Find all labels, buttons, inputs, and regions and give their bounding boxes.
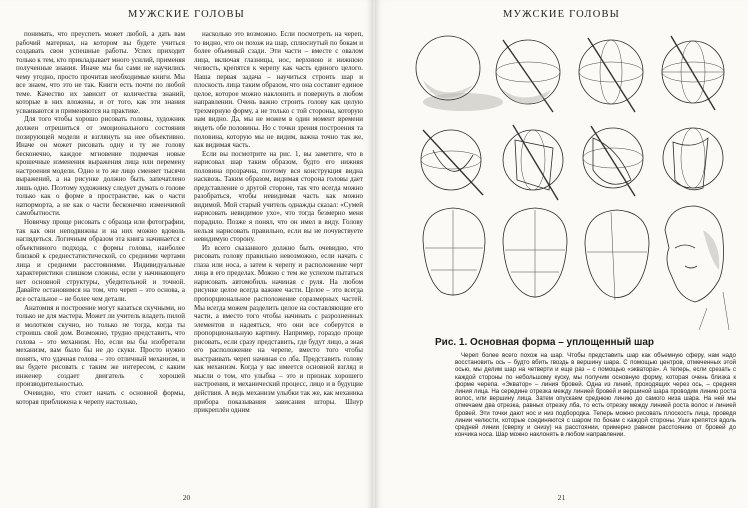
text-columns	[16, 30, 363, 485]
paragraph: Для того чтобы хорошо рисовать головы, художник должен отрешиться от эмоционального состояния позирующей модели и взглянуть на нее объективно. Иначе он может рисовать одну и ту же голову бесконечно, каждое мгновение подмечая новые крошечные изменения выражения лица или перемену настроения модели. Одно и то же лицо сменяет тысячи выражений, а на рисунке должно быть запечатлено лишь одно. Поэтому художнику следует думать о голове только как о форме в пространстве, как о части натюрморта, а не как о части бесконечно изменчивой самобытности.	[16, 115, 185, 218]
paragraph: насколько это возможно. Если посмотреть на череп, то видно, что он похож на шар, сплюснутый по бокам и более объемный сзади. Эти части – вместе с овалом лица, включая глазницы, нос, верхнюю и нижнюю челюсть, крепятся к черепу как часть единого целого. Наша первая задача – научиться строить шар и плоскость лица таким образом, что она составит единое целое, которое можно наклонить и повернуть в любом направлении. Очень важно строить голову как целую трехмерную форму, а не только с той стороны, которую нам видно. Да, мы не можем в один момент времени видеть обе половины. Но с точки зрения построения та половина, которую мы не видим, важна точно так же, как видимая часть.	[194, 30, 363, 150]
figure-head-construction	[403, 30, 733, 330]
paragraph: Из всего сказанного должно быть очевидно, что рисовать голову правильно невозможно, если начать с глаза или носа, а затем к черепу и расположение черт лица в его пределах. Можно с тем же успехом пытаться нарисовать автомобиль начиная с руля. На любом рисунке целое всегда важнее части. Целое – это всегда пропорциональное расположение соразмерных частей. Мы всегда можем разделить целое на составляющие его части, а вместо того чтобы начинать с разрозненных элементов и надеяться, что они все соберутся в пропорциональную картину. Например, гораздо проще рисовать, если сразу представить, где будут лицо, а зная его расположение на черепе, вместо того чтобы выстраивать череп начиная со лба. Представить голову как механизм. Когда у вас имеется основной взгляд и мысли о том, что улыбка – это и признак хорошего настроения, и механический процесс, лицо и в будущие действия. А ведь механизм улыбки так же, как механика прибора показывания зависания шторы. Шнур прикреплён одним	[194, 243, 363, 415]
sketch-sphere-quarters	[579, 38, 643, 112]
sketch-sphere-axis	[496, 40, 560, 112]
sketch-head-front	[503, 208, 567, 298]
page-number-right: 21	[557, 493, 566, 502]
running-head-left: МУЖСКИЕ ГОЛОВЫ	[127, 9, 246, 20]
paragraph: Новичку проще рисовать с образца или фотографии, так как они неподвижны и на них можно вдоволь наглядеться. Логичным образом эта книга начинается с объективного подхода, с формы головы, наиболее близкой к среднестатистической, со средними чертами лица и средними расстояниями. Индивидуальные характеристики слишком сложны, если у начинающего нет основной структуры, убедительной и точной. Давайте остановимся на том, что череп – это основа, а все остальное – не более чем детали.	[16, 218, 185, 303]
running-head-right: МУЖСКИЕ ГОЛОВЫ	[502, 9, 621, 20]
sketch-sliced-sphere-2	[503, 125, 563, 200]
right-page	[375, 0, 748, 508]
sketch-head-profile-portrait	[665, 206, 729, 330]
sketch-sphere-equator	[662, 36, 724, 110]
sketch-sliced-sphere-1	[421, 130, 483, 195]
sketch-sliced-sphere-4	[663, 128, 723, 190]
sketch-sphere-plain	[416, 36, 503, 111]
explanation-paragraph: Череп более всего похож на шар. Чтобы представить шар как объемную сферу, нам надо восстановить ось – будто вбить гвоздь в вершину шара. С помощью центров, отмеченных этой осью, мы делим шар на четверти и еще раз – с помощью «экватора». А теперь, если срезать с каждой стороны по небольшому куску, мы получим основную форму, которая очень близка к форме черепа. «Экватор» – линия бровей. Одна из линий, проходящих через ось, – средняя линия лица. На середине отрезка между линией бровей и вершиной шара проводим линию роста волос, или вершину лица. Затем опускаем среднюю линию до самого низа шара. На ней мы отмечаем два отрезка, равных отрезку лба, то есть отрезку между линией роста волос и линией бровей. Эти точки дают нос и низ подбородка. Теперь можно рисовать плоскость лица, проведя линии челюсти, которые соединяются с шаром по бокам с каждой стороны. Уши крепятся вдоль средней линии (сверху и снизу) на расстоянии, примерно равном расстоянию от бровей до кончика носа. Шар можно наклонять в любом направлении.	[455, 352, 736, 439]
left-page	[0, 0, 373, 508]
paragraph: понимать, что преуспеть может любой, а дать вам рабочий материал, на котором вы будете учиться создавать свои успешные работы. Успех приходит только к тем, кто прикладывает много усилий, применяя полученные знания. Иначе мы бы сами не научились чему угодно, просто прочитав необходимые книги. Мы все знаем, что это не так. Книги есть почти по любой теме. Качество их зависит от количества знаний, которые в них вложены, и от того, как эти знания усваиваются и применяются на практике.	[16, 30, 185, 115]
page-number-left: 20	[182, 493, 191, 502]
sketch-sliced-sphere-3	[583, 126, 643, 196]
text-column-1	[16, 30, 185, 485]
figure-caption: Рис. 1. Основная форма – уплощенный шар	[435, 337, 655, 348]
figure-explanation	[455, 352, 736, 438]
text-column-2	[194, 30, 363, 485]
paragraph: Очевидно, что стоит начать с основной формы, которая приближена к черепу настолько,	[16, 388, 185, 406]
sketch-head-front-left	[423, 208, 485, 296]
paragraph: Если вы посмотрите на рис. 1, вы заметите, что в нарисовал шар таким образом, будто его нижняя половина прозрачна, поэтому вся конструкция видна насквозь. Таким образом, видимая сторона головы дает представление о другой стороне, так что всегда можно разобраться, чтобы невидимая часть как можно видимой. Мой старый учитель однажды сказал: «Сумей нарисовать невидимое ухо», что тогда безмерно меня порадило. Позже я понял, что он имел в виду. Голову нельзя нарисовать правильно, если вы не почувствуете невидимую сторону.	[194, 149, 363, 244]
paragraph: Анатомия и построение могут казаться скучными, но только не для мастера. Может ли учитель владеть пилой и молотком скучно, но только не тогда, когда ты строишь свой дом. Возможно, трудно представить, что голова – это механизм. Но, если вы бы изобретали механизм, вам было бы не до скуки. Просто нужно понять, что удачная голова – это отличный механизм, и вы будете рисовать с таким же интересом, с каким инженер создает двигатель с хорошей производительностью.	[16, 303, 185, 389]
sketch-head-three-quarter	[585, 210, 649, 300]
